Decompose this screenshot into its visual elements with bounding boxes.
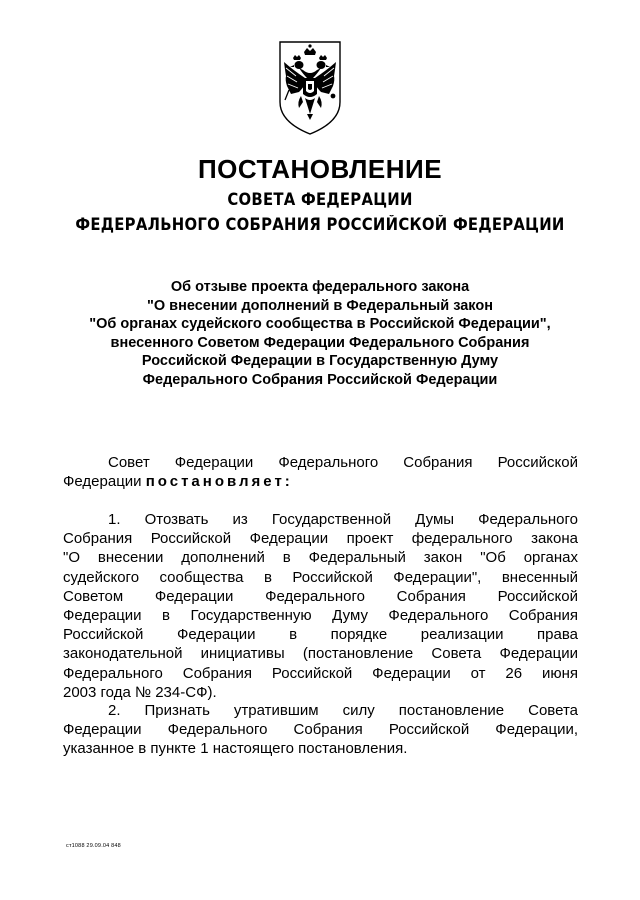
item-line: законодательной инициативы (постановление Совета Федерации: [63, 645, 578, 663]
resolution-item-2: [63, 701, 578, 759]
emblem: [277, 40, 343, 136]
item-line: Советом Федерации Федерального Собрания Российской: [63, 587, 578, 605]
subject-line: "О внесении дополнений в Федеральный закон: [147, 297, 493, 314]
document-subtitle-council: СОВЕТА ФЕДЕРАЦИИ: [227, 190, 413, 209]
item-line: 2003 года № 234-СФ).: [63, 683, 217, 701]
item-line: судейского сообщества в Российской Федерации", внесенный: [63, 568, 578, 586]
item-line: Федерального Собрания Российской Федерации от 26 июня: [63, 664, 578, 682]
subject-line: Федерального Собрания Российской Федерации: [142, 371, 498, 388]
resolution-item-1: [63, 510, 578, 702]
item-line: Российской Федерации в порядке реализации права: [63, 626, 578, 644]
resolution-intro: [63, 453, 578, 491]
subject-line: Российской Федерации в Государственную Думу: [141, 353, 499, 369]
item-line: 1. Отозвать из Государственной Думы Федерального: [108, 511, 578, 528]
russian-coat-of-arms-icon: [277, 40, 343, 136]
subject-line: внесенного Советом Федерации Федерального Собрания: [110, 334, 530, 351]
intro-line-prefix: Федерации: [63, 473, 142, 491]
document-subtitle-assembly: ФЕДЕРАЛЬНОГО СОБРАНИЯ РОССИЙСКОЙ ФЕДЕРАЦИИ: [75, 215, 565, 234]
item-line: "О внесении дополнений в Федеральный закон "Об органах: [63, 549, 578, 567]
intro-line: [63, 472, 578, 491]
item-line: 2. Признать утратившим силу постановление Совета: [108, 702, 578, 719]
document-registration-code: ст1088 29.09.04 848: [66, 843, 121, 849]
subject-line: "Об органах судейского сообщества в Российской Федерации",: [89, 316, 551, 332]
document-title: ПОСТАНОВЛЕНИЕ: [197, 154, 443, 184]
subject-line: Об отзыве проекта федерального закона: [170, 279, 470, 295]
resolves-verb: постановляет:: [145, 473, 293, 491]
item-line: указанное в пункте 1 настоящего постановления.: [63, 740, 408, 758]
intro-line: Совет Федерации Федерального Собрания Российской: [108, 454, 578, 471]
item-line: Федерации в Государственную Думу Федерального Собрания: [63, 607, 578, 625]
item-line: Федерации Федерального Собрания Российской Федерации,: [63, 721, 578, 739]
item-line: Собрания Российской Федерации проект федерального закона: [63, 530, 578, 548]
resolution-subject: [60, 278, 580, 389]
